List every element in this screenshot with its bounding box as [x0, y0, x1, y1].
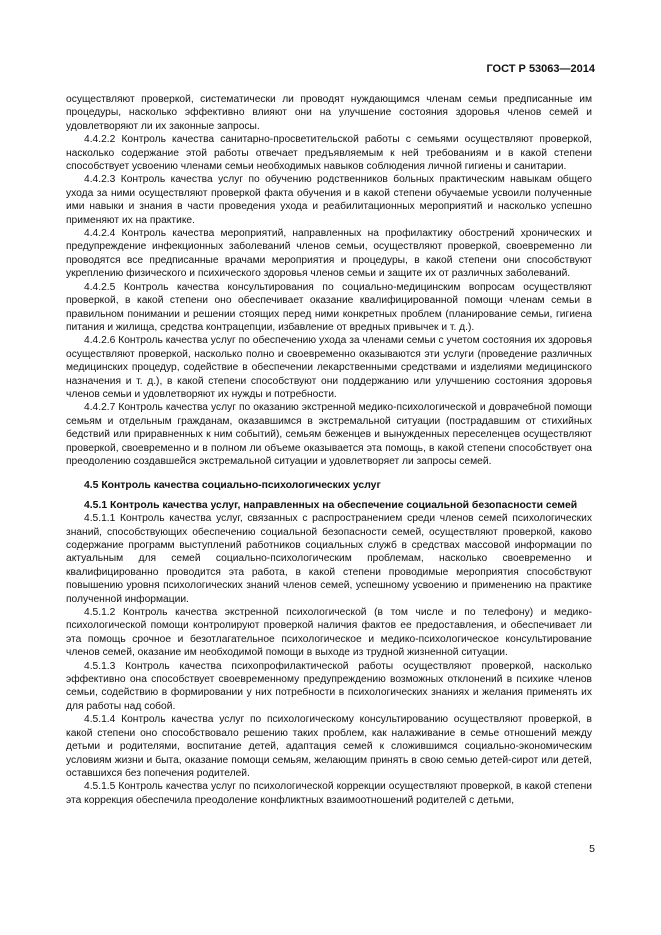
- paragraph: 4.5.1.1 Контроль качества услуг, связанных с распространением среди членов семей психологических знаний, способствующих обеспечению социальной безопасности семей, осуществляют проверкой, каково содержание программ выступлений работников социальных служб в средствах массовой информации по актуальным для семей социально-психологическим проблемам, насколько своевременно и квалифицированно проводится эта работа, в какой степени проводимые мероприятия способствуют повышению уровня психологических знаний членов семей, успешному усвоению и применению на практике полученной информации.: [66, 513, 592, 605]
- subsection-heading: 4.5.1 Контроль качества услуг, направленных на обеспечение социальной безопасности семей: [84, 499, 578, 511]
- paragraph: 4.5.1.2 Контроль качества экстренной психологической (в том числе и по телефону) и медико-психологической помощи контролируют проверкой наличия фактов ее предоставления, и обеспечивает ли эта помощь срочное и безотлагательное психологическое и медико-психологическое консультирование членов семей, оказание им необходимой помощи в выходе из трудной жизненной ситуации.: [66, 607, 592, 659]
- paragraph: 4.5.1.5 Контроль качества услуг по психологической коррекции осуществляют проверкой, в какой степени эта коррекция обеспечила преодоление конфликтных взаимоотношений родителей с детьми,: [66, 781, 592, 806]
- paragraph: 4.4.2.2 Контроль качества санитарно-просветительской работы с семьями осуществляют проверкой, насколько содержание этой работы отвечает предъявляемым к ней требованиям и в какой степени способствует усвоению членами семьи необходимых навыков соблюдения личной гигиены и санитарии.: [66, 134, 592, 173]
- paragraph: 4.4.2.4 Контроль качества мероприятий, направленных на профилактику обострений хронических и предупреждение инфекционных заболеваний членов семьи, осуществляют проверкой, своевременно ли проводятся все предписанные врачами мероприятия и процедуры, в какой степени они способствуют укреплению физического и психического здоровья членов семьи и защите их от различных заболеваний.: [66, 228, 592, 280]
- document-header: ГОСТ Р 53063—2014: [486, 63, 595, 75]
- paragraph: 4.5.1.4 Контроль качества услуг по психологическому консультированию осуществляют проверкой, в какой степени оно способствовало решению таких проблем, как налаживание в семье отношений между детьми и родителями, воспитание детей, адаптация семей к сложившимся социально-экономическим условиям жизни и быта, оказание помощи семьям, желающим принять в свою семью детей-сирот или детей, оставшихся без попечения родителей.: [66, 714, 592, 779]
- paragraph: осуществляют проверкой, систематически ли проводят нуждающимся членам семьи предписанные им процедуры, насколько эффективно влияют они на улучшение состояния здоровья членов семей и удовлетворяют ли их законные запросы.: [66, 94, 592, 132]
- paragraph: 4.4.2.7 Контроль качества услуг по оказанию экстренной медико-психологической и доврачебной помощи семьям и отдельным гражданам, оказавшимся в экстремальной ситуации (пострадавшим от стихийных бедствий или приравненных к ним событий), семьям беженцев и вынужденных переселенцев осуществляют проверкой, своевременно и в полном ли объеме оказывается эта помощь, в какой степени способствует она преодолению создавшейся экстремальной ситуации и удовлетворяет ли запросы семей.: [66, 402, 592, 467]
- paragraph: 4.4.2.5 Контроль качества консультирования по социально-медицинским вопросам осуществляют проверкой, в какой степени оно обеспечивает оказание квалифицированной помощи членам семьи в правильном понимании и решении стоящих перед ними конкретных проблем (планирование семьи, гигиена питания и жилища, средства контрацепции, избавление от вредных привычек и т. д.).: [66, 281, 592, 333]
- paragraph: 4.4.2.6 Контроль качества услуг по обеспечению ухода за членами семьи с учетом состояния их здоровья осуществляют проверкой, насколько полно и своевременно оказываются эти услуги (проведение различных медицинских процедур, содействие в обеспечении лекарственными средствами и изделиями медицинского назначения и т. д.), в какой степени способствуют они поддержанию или улучшению состояния здоровья членов семьи и удовлетворяют их нужды и потребности.: [66, 335, 592, 400]
- page-number: 5: [589, 843, 595, 855]
- paragraph: 4.5.1.3 Контроль качества психопрофилактической работы осуществляют проверкой, насколько эффективно она способствует своевременному предупреждению возможных отклонений в психике членов семьи, содействию в формировании у них потребности в психологических знаниях и желания применять их для работы над собой.: [66, 660, 592, 712]
- document-body: [66, 93, 592, 807]
- paragraph: 4.4.2.3 Контроль качества услуг по обучению родственников больных практическим навыкам общего ухода за ними осуществляют проверкой факта обучения и в какой степени обучаемые усвоили полученные ими навыки и знания в части проведения ухода и реабилитационных мероприятий и насколько успешно применяют их на практике.: [66, 174, 592, 226]
- section-heading: 4.5 Контроль качества социально-психологических услуг: [84, 480, 381, 492]
